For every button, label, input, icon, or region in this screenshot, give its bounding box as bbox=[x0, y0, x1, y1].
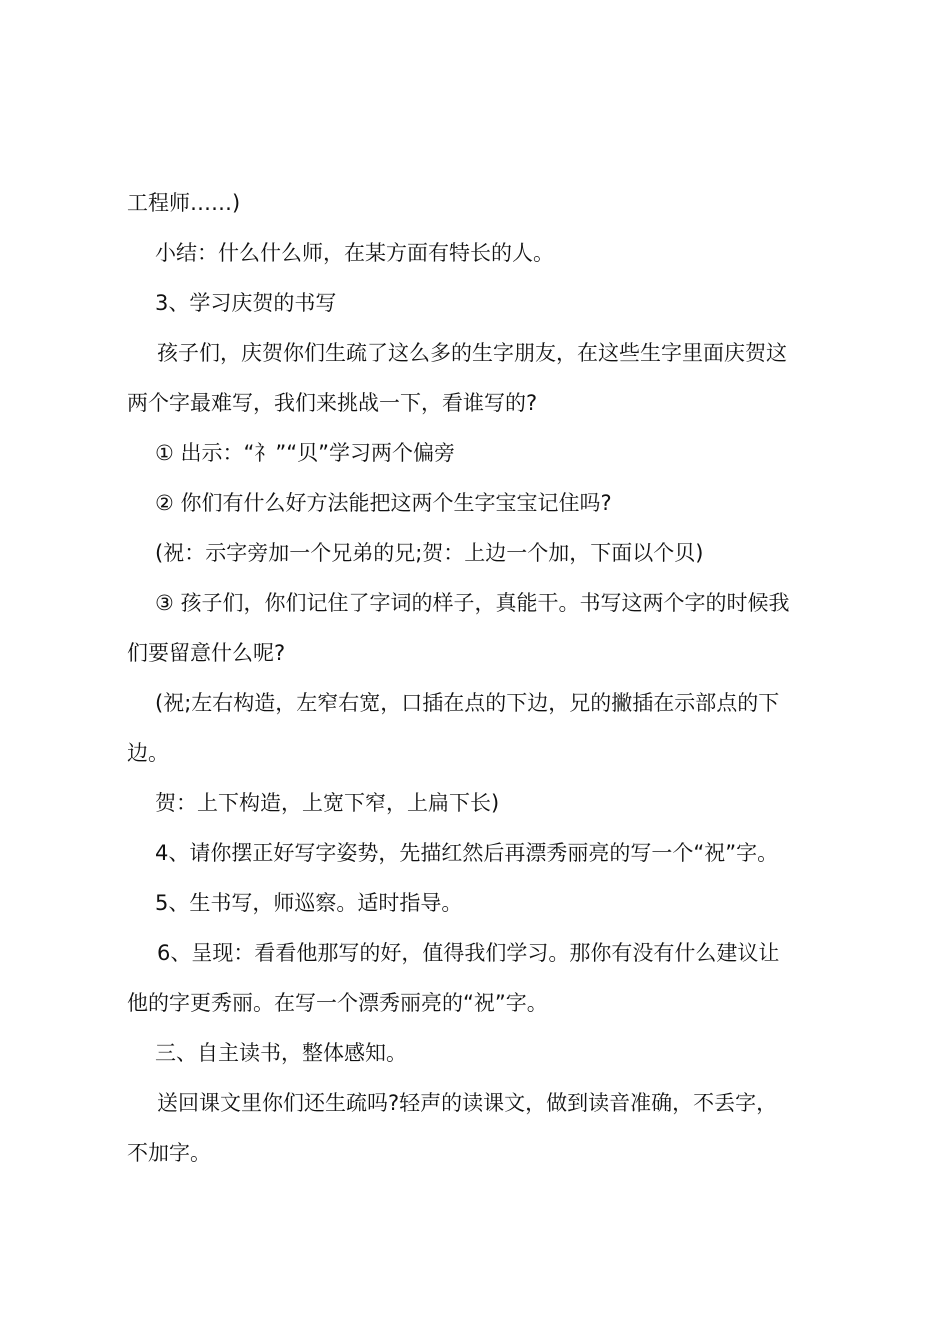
text-line-2: 小结：什么什么师，在某方面有特长的人。 bbox=[155, 241, 554, 265]
text-line-11: (祝;左右构造，左窄右宽，口插在点的下边，兄的撇插在示部点的下 bbox=[155, 691, 780, 715]
text-line-5: 两个字最难写，我们来挑战一下，看谁写的? bbox=[127, 391, 538, 415]
section-heading-4: 4、请你摆正好写字姿势，先描红然后再漂秀丽亮的写一个“祝”字。 bbox=[155, 841, 779, 865]
text-line-10: 们要留意什么呢? bbox=[127, 641, 286, 665]
list-item-3: ③ 孩子们，你们记住了字词的样子，真能干。书写这两个字的时候我 bbox=[155, 591, 790, 615]
text-line-17: 他的字更秀丽。在写一个漂秀丽亮的“祝”字。 bbox=[127, 991, 548, 1015]
text-line-20: 不加字。 bbox=[127, 1141, 211, 1165]
section-heading-three: 三、自主读书，整体感知。 bbox=[155, 1041, 407, 1065]
section-heading-3: 3、学习庆贺的书写 bbox=[155, 291, 337, 315]
text-line-1: 工程师……) bbox=[127, 191, 241, 215]
text-line-4: 孩子们，庆贺你们生疏了这么多的生字朋友，在这些生字里面庆贺这 bbox=[157, 341, 787, 365]
text-line-19: 送回课文里你们还生疏吗?轻声的读课文，做到读音准确，不丢字， bbox=[157, 1091, 778, 1115]
section-heading-6: 6、呈现：看看他那写的好，值得我们学习。那你有没有什么建议让 bbox=[157, 941, 780, 965]
text-line-8: (祝：示字旁加一个兄弟的兄;贺：上边一个加，下面以个贝) bbox=[155, 541, 704, 565]
list-item-2: ② 你们有什么好方法能把这两个生字宝宝记住吗? bbox=[155, 491, 612, 515]
list-item-1: ① 出示：“礻”“贝”学习两个偏旁 bbox=[155, 441, 456, 465]
text-line-12: 边。 bbox=[127, 741, 169, 765]
text-line-13: 贺：上下构造，上宽下窄，上扁下长) bbox=[155, 791, 500, 815]
section-heading-5: 5、生书写，师巡察。适时指导。 bbox=[155, 891, 463, 915]
